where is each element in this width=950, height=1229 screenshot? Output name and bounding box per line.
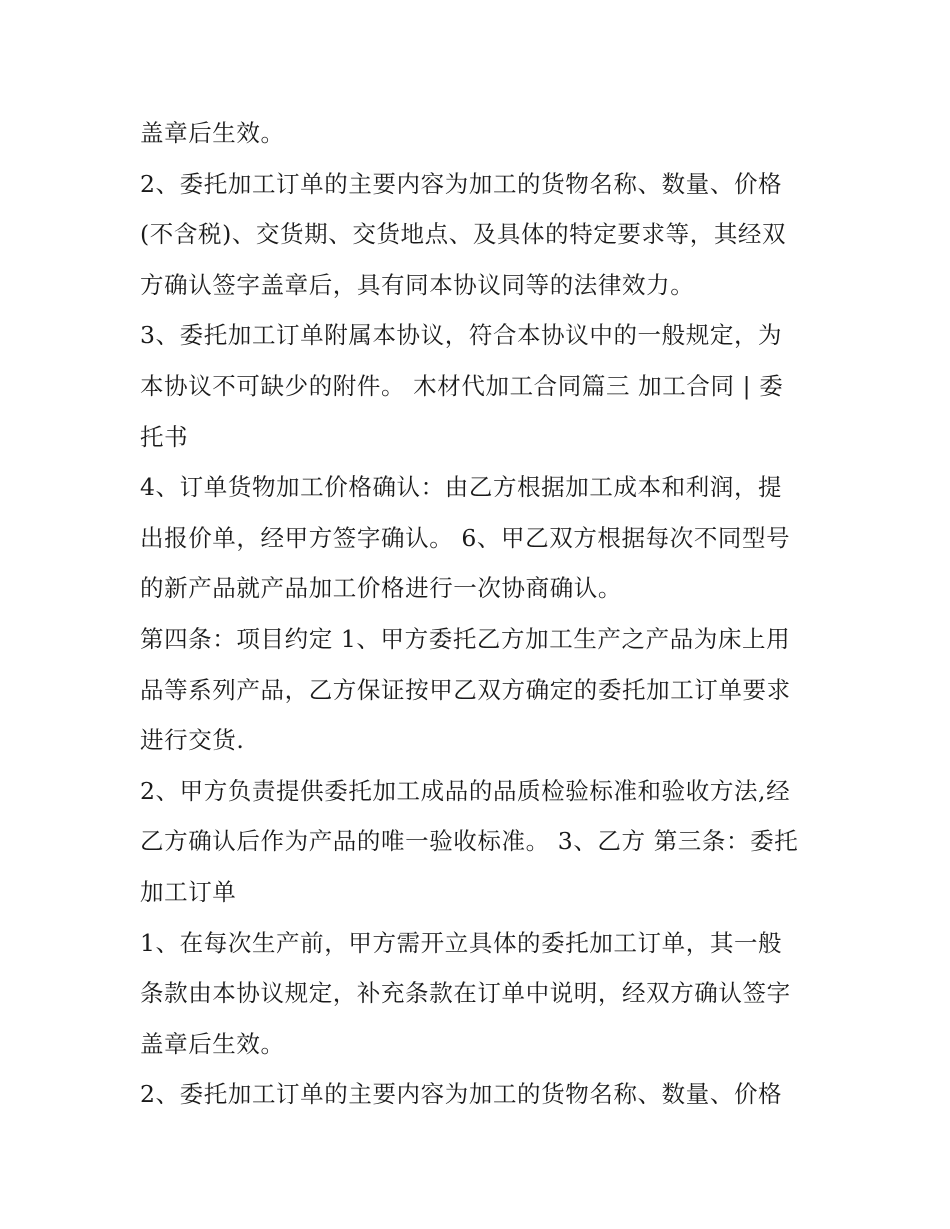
text-line: 2、委托加工订单的主要内容为加工的货物名称、数量、价格 (140, 169, 783, 198)
text-line: 出报价单，经甲方签字确认。 6、甲乙双方根据每次不同型号 (140, 523, 791, 552)
paragraph (140, 614, 830, 766)
text-line: 2、甲方负责提供委托加工成品的品质检验标准和验收方法,经 (140, 776, 791, 805)
paragraph (140, 159, 830, 311)
document-body (140, 108, 830, 1120)
text-line: 第四条：项目约定 1、甲方委托乙方加工生产之产品为床上用 (140, 624, 791, 653)
text-line: 4、订单货物加工价格确认：由乙方根据加工成本和利润，提 (140, 473, 783, 502)
text-line: 托书 (140, 422, 189, 451)
text-line: 条款由本协议规定，补充条款在订单中说明，经双方确认签字 (140, 979, 791, 1008)
text-line: 加工订单 (140, 877, 237, 906)
text-line: 盖章后生效。 (140, 1029, 285, 1058)
text-line: 本协议不可缺少的附件。 木材代加工合同篇三 加工合同 | 委 (140, 371, 784, 400)
text-line: 2、委托加工订单的主要内容为加工的货物名称、数量、价格 (140, 1080, 783, 1109)
paragraph (140, 462, 830, 614)
text-line: 乙方确认后作为产品的唯一验收标准。 3、乙方 第三条：委托 (140, 827, 799, 856)
text-line: 1、在每次生产前，甲方需开立具体的委托加工订单，其一般 (140, 928, 783, 957)
paragraph (140, 766, 830, 918)
text-line: 品等系列产品，乙方保证按甲乙双方确定的委托加工订单要求 (140, 675, 791, 704)
text-line: 3、委托加工订单附属本协议，符合本协议中的一般规定，为 (140, 321, 783, 350)
text-line: 的新产品就产品加工价格进行一次协商确认。 (140, 574, 622, 603)
text-line: 方确认签字盖章后，具有同本协议同等的法律效力。 (140, 270, 695, 299)
paragraph (140, 108, 830, 159)
text-line: 盖章后生效。 (140, 119, 285, 147)
paragraph (140, 1069, 830, 1120)
paragraph (140, 918, 830, 1070)
text-line: (不含税)、交货期、交货地点、及具体的特定要求等，其经双 (140, 220, 787, 249)
paragraph (140, 310, 830, 462)
text-line: 进行交货. (140, 726, 245, 755)
